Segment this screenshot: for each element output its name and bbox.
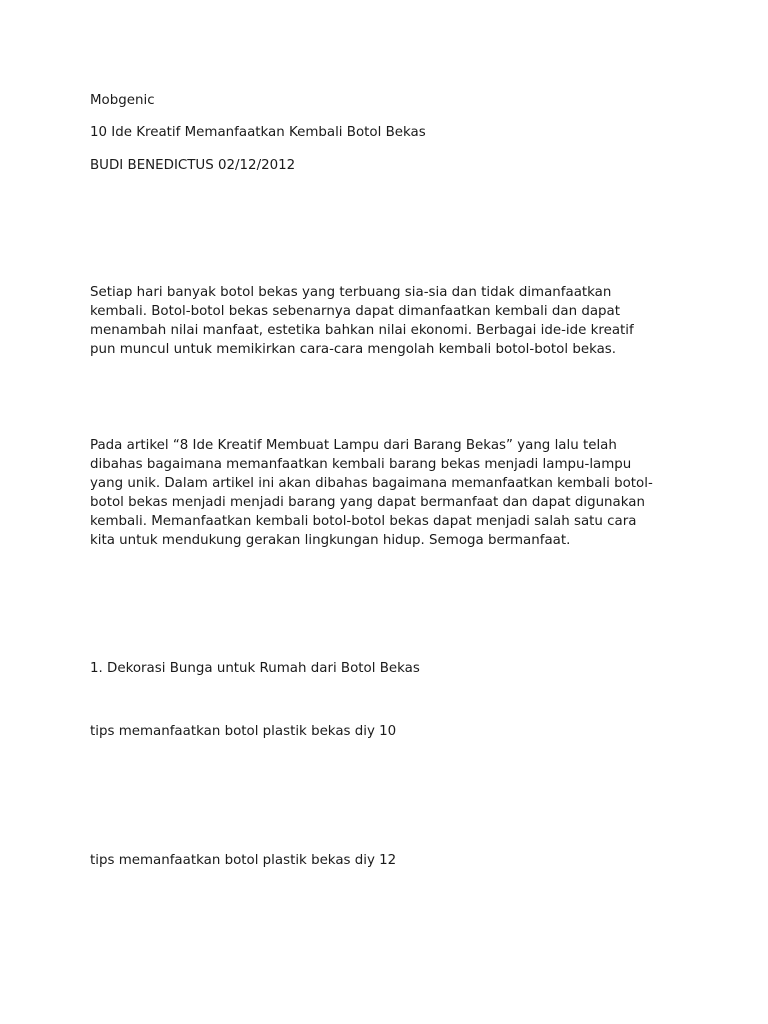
image-caption: tips memanfaatkan botol plastik bekas diy 12 [90, 853, 397, 868]
paragraph-line: dibahas bagaimana memanfaatkan kembali barang bekas menjadi lampu-lampu [90, 457, 632, 472]
intro-paragraph [90, 283, 690, 359]
site-name: Mobgenic [90, 93, 155, 108]
second-paragraph [90, 436, 690, 550]
image-caption: tips memanfaatkan botol plastik bekas diy 10 [90, 724, 397, 739]
paragraph-line: pun muncul untuk memikirkan cara-cara mengolah kembali botol-botol bekas. [90, 342, 617, 357]
author-date-byline: BUDI BENEDICTUS 02/12/2012 [90, 158, 296, 173]
paragraph-line: yang unik. Dalam artikel ini akan dibahas bagaimana memanfaatkan kembali botol- [90, 476, 653, 491]
article-title: 10 Ide Kreatif Memanfaatkan Kembali Botol Bekas [90, 125, 426, 140]
paragraph-line: kembali. Memanfaatkan kembali botol-botol bekas dapat menjadi salah satu cara [90, 514, 637, 529]
paragraph-line: Setiap hari banyak botol bekas yang terbuang sia-sia dan tidak dimanfaatkan [90, 285, 612, 300]
paragraph-line: menambah nilai manfaat, estetika bahkan nilai ekonomi. Berbagai ide-ide kreatif [90, 323, 634, 338]
paragraph-line: kembali. Botol-botol bekas sebenarnya dapat dimanfaatkan kembali dan dapat [90, 304, 620, 319]
paragraph-line: botol bekas menjadi menjadi barang yang dapat bermanfaat dan dapat digunakan [90, 495, 645, 510]
section-heading: 1. Dekorasi Bunga untuk Rumah dari Botol Bekas [90, 661, 420, 676]
paragraph-line: kita untuk mendukung gerakan lingkungan hidup. Semoga bermanfaat. [90, 533, 571, 548]
paragraph-line: Pada artikel “8 Ide Kreatif Membuat Lampu dari Barang Bekas” yang lalu telah [90, 438, 617, 453]
